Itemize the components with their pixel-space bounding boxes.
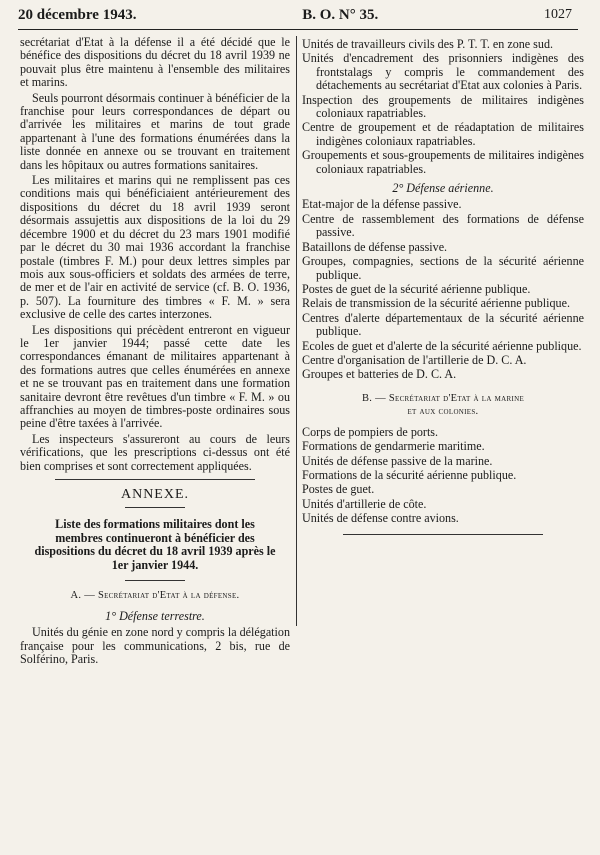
page-header: [18, 2, 572, 28]
subheading-defense-aerienne: 2° Défense aérienne.: [392, 181, 494, 196]
list-item: Bataillons de défense passive.: [302, 239, 448, 254]
paragraph: Les inspecteurs s'assureront au cours de leurs vérifications, que les prescriptions ci-dessus ont été bien comprises et sont correctement appliquées.: [20, 431, 290, 473]
paragraph: Les militaires et marins qui ne remplissent pas ces conditions mais qui bénéficiaient antérieurement des dispositions du décret du 18 avril 1939 seront désormais assujettis aux dispositions de la loi du 29 décembre 1900 et du décret du 23 mars 1901 modifié par le décret du 30 mai 1936 accordant la franchise postale (timbres F. M.) pour deux lettres simples par mois aux sous-officiers et soldats des armées de terre, de mer et de l'air en activité de service (cf. B. O. 1936, p. 507). La fourniture des timbres « F. M. » sera exclusive de celle des cartes interzones.: [20, 173, 290, 322]
section-rule: [55, 479, 255, 480]
end-rule: [343, 534, 543, 535]
header-bulletin: B. O. N° 35.: [302, 6, 379, 23]
header-date: 20 décembre 1943.: [18, 6, 137, 23]
list-item: Groupes et batteries de D. C. A.: [302, 367, 457, 382]
right-column: [302, 38, 584, 535]
list-item: Unités du génie en zone nord y compris la délégation française pour les communications, 2 bis, rue de Solférino, Paris.: [20, 625, 290, 667]
header-rule: [18, 29, 578, 30]
annexe-title: ANNEXE.: [120, 487, 190, 502]
list-item: Inspection des groupements de militaires indigènes coloniaux rapatriables.: [302, 92, 584, 121]
list-item: Groupements et sous-groupements de militaires indigènes coloniaux rapatriables.: [302, 148, 584, 176]
list-item: Postes de guet de la sécurité aérienne publique.: [302, 281, 531, 296]
annexe-list-title: Liste des formations militaires dont les membres continueront à bénéficier des dispositions du décret du 18 avril 1939 après le 1er janvier 1944.: [34, 517, 276, 572]
column-divider: [296, 36, 297, 626]
section-a-heading: A. — Secrétariat d'Etat à la défense.: [70, 590, 240, 602]
list-item: Ecoles de guet et d'alerte de la sécurité aérienne publique.: [302, 338, 582, 353]
left-column: [20, 36, 290, 669]
list-item: Unités de défense contre avions.: [302, 511, 459, 526]
section-b-heading: [302, 392, 584, 418]
list-item: Centres d'alerte départementaux de la sécurité aérienne publique.: [302, 310, 584, 339]
list-item: Centre d'organisation de l'artillerie de D. C. A.: [302, 352, 527, 367]
list-item: Formations de gendarmerie maritime.: [302, 439, 485, 454]
list-item: Centre de groupement et de réadaptation de militaires indigènes coloniaux rapatriables.: [302, 120, 584, 148]
list-item: Relais de transmission de la sécurité aérienne publique.: [302, 296, 570, 311]
section-b-line-2: et aux colonies.: [407, 405, 479, 417]
paragraph: Les dispositions qui précèdent entreront en vigueur le 1er janvier 1944; passé cette date les correspondances émanant de militaires appartenant à des formations autres que celles énumérées en annexe et ne se trouvant pas en traitement dans une formation sanitaire devront être revêtues d'un timbre « F. M. » ou affranchies au moyen de timbres-poste ordinaires sous peine d'être taxées à l'arrivée.: [20, 322, 290, 431]
annexe-rule: [125, 507, 185, 508]
list-item: Unités d'encadrement des prisonniers indigènes des frontstalags y compris le commandement des détachements au secrétariat d'Etat aux colonies à Paris.: [302, 51, 584, 93]
list-item: Centre de rassemblement des formations de défense passive.: [302, 211, 584, 240]
list-item: Formations de la sécurité aérienne publique.: [302, 467, 517, 482]
paragraph: Seuls pourront désormais continuer à bénéficier de la franchise pour leurs correspondances de départ ou d'arrivée les militaires et marins de tout grade appartenant à l'une des formations énumérées dans la liste donnée en annexe ou se trouvant en traitement dans les hôpitaux ou autres formations sanitaires.: [20, 90, 290, 172]
list-item: Postes de guet.: [302, 482, 375, 497]
list-item: Unités de défense passive de la marine.: [302, 453, 493, 468]
list-item: Unités de travailleurs civils des P. T. T. en zone sud.: [302, 37, 554, 51]
subheading-defense-terrestre: 1° Défense terrestre.: [105, 609, 205, 624]
list-item: Unités d'artillerie de côte.: [302, 496, 427, 511]
section-b-line-1: B. — Secrétariat d'Etat à la marine: [361, 392, 525, 404]
list-item: Etat-major de la défense passive.: [302, 197, 462, 212]
header-page-number: 1027: [544, 7, 572, 22]
list-title-rule: [125, 580, 185, 581]
paragraph: secrétariat d'Etat à la défense il a été décidé que le bénéfice des dispositions du décret du 18 avril 1939 ne pouvait plus être maintenu à l'ensemble des militaires et marins.: [20, 35, 290, 90]
list-item: Groupes, compagnies, sections de la sécurité aérienne publique.: [302, 254, 584, 282]
list-item: Corps de pompiers de ports.: [302, 424, 439, 439]
